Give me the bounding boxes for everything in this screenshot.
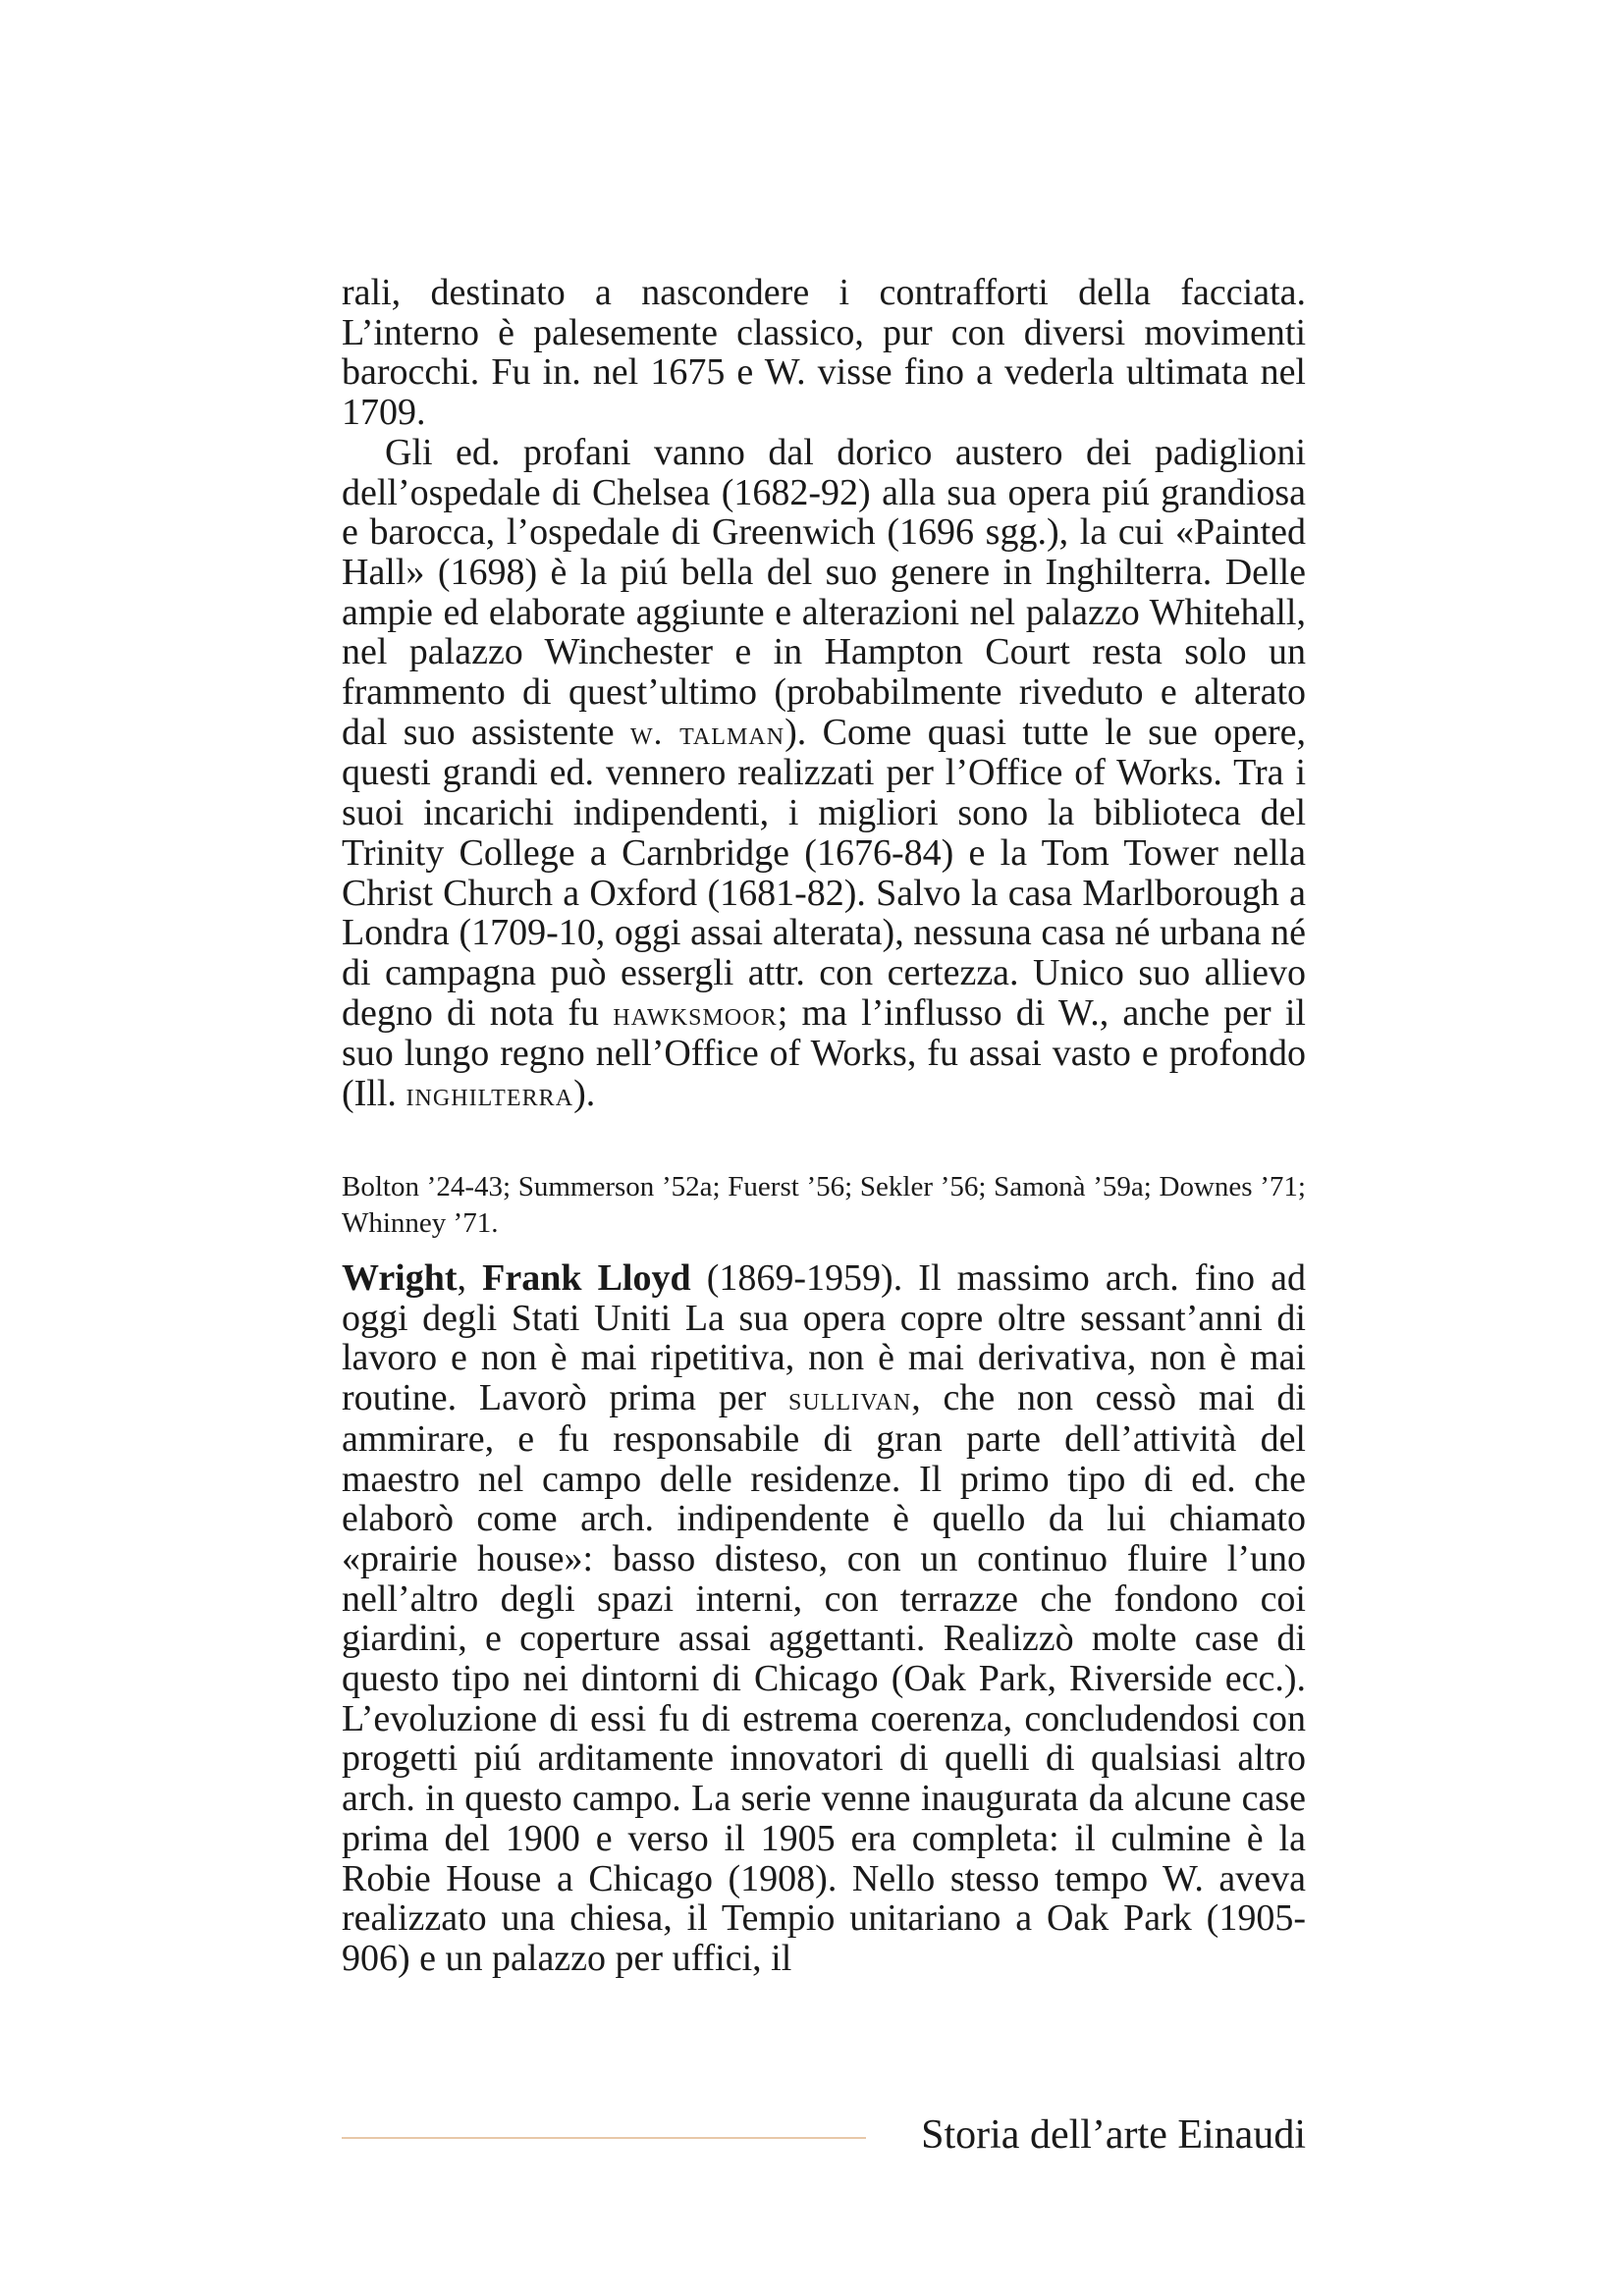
cross-ref-talman[interactable]: w. talman [629,713,785,752]
paragraph-facade: rali, destinato a nascondere i contrafforti della facciata. L’interno è palesemente classico, pur con diversi movimenti barocchi. Fu in. nel 1675 e W. visse fino a vederla ultimata nel 1709. [342,272,1306,434]
wren-entry-continuation [342,273,1306,1115]
entry-headword-surname: Wright [342,1257,458,1299]
footer-rule [342,2137,866,2139]
wright-entry [342,1258,1306,1979]
cross-ref-inghilterra[interactable]: inghilterra [406,1075,574,1114]
cross-ref-sullivan[interactable]: sullivan [787,1379,912,1418]
footer-publication-title: Storia dell’arte Einaudi [921,2112,1306,2158]
cross-ref-hawksmoor[interactable]: hawksmoor [613,993,778,1033]
paragraph-secular-buildings: Gli ed. profani vanno dal dorico austero dei padiglioni dell’ospedale di Chelsea (1682-92) alla sua opera piú grandiosa e barocca, l’ospedale di Greenwich (1696 sgg.), la cui «Painted Hall» (1698) è la piú bella del suo genere in Inghilterra. Delle ampie ed elaborate aggiunte e alterazioni nel palazzo Whitehall, nel palazzo Winchester e in Hampton Court resta solo un frammento di quest’ultimo (probabilmente riveduto e alterato dal suo assistente w. talman). Come quasi tutte le sue opere, questi grandi ed. vennero realizzati per l’Office of Works. Tra i suoi incarichi indipendenti, i migliori sono la biblioteca del Trinity College a Carnbridge (1676-84) e la Tom Tower nella Christ Church a Oxford (1681-82). Salvo la casa Marlborough a Londra (1709-10, oggi assai alterata), nessuna casa né urbana né di campagna può essergli attr. con certezza. Unico suo allievo degno di nota fu hawksmoor; ma l’influsso di W., anche per il suo lungo regno nell’Office of Works, fu assai vasto e profondo (Ill. inghilterra). [342,431,1306,1115]
bibliography-wren: Bolton ’24-43; Summerson ’52a; Fuerst ’56; Sekler ’56; Samonà ’59a; Downes ’71; Whinney ’71. [342,1171,1306,1239]
entry-paragraph: Wright, Frank Lloyd (1869-1959). Il massimo arch. fino ad oggi degli Stati Uniti La sua opera copre oltre sessant’anni di lavoro e non è mai ripetitiva, non è mai derivativa, non è mai routine. Lavorò prima per sullivan, che non cessò mai di ammirare, e fu responsabile di gran parte dell’attività del maestro nel campo delle residenze. Il primo tipo di ed. che elaborò come arch. indipendente è quello da lui chiamato «prairie house»: basso disteso, con un continuo fluire l’uno nell’altro degli spazi interni, con terrazze che fondono coi giardini, e coperture assai aggettanti. Realizzò molte case di questo tipo nei dintorni di Chicago (Oak Park, Riverside ecc.). L’evoluzione di essi fu di estrema coerenza, concludendosi con progetti piú arditamente innovatori di quelli di qualsiasi altro arch. in questo campo. La serie venne inaugurata da alcune case prima del 1900 e verso il 1905 era completa: il culmine è la Robie House a Chicago (1908). Nello stesso tempo W. aveva realizzato una chiesa, il Tempio unitariano a Oak Park (1905-906) e un palazzo per uffici, il [342,1257,1306,1979]
entry-headword-given-names: Frank Lloyd [482,1257,691,1299]
